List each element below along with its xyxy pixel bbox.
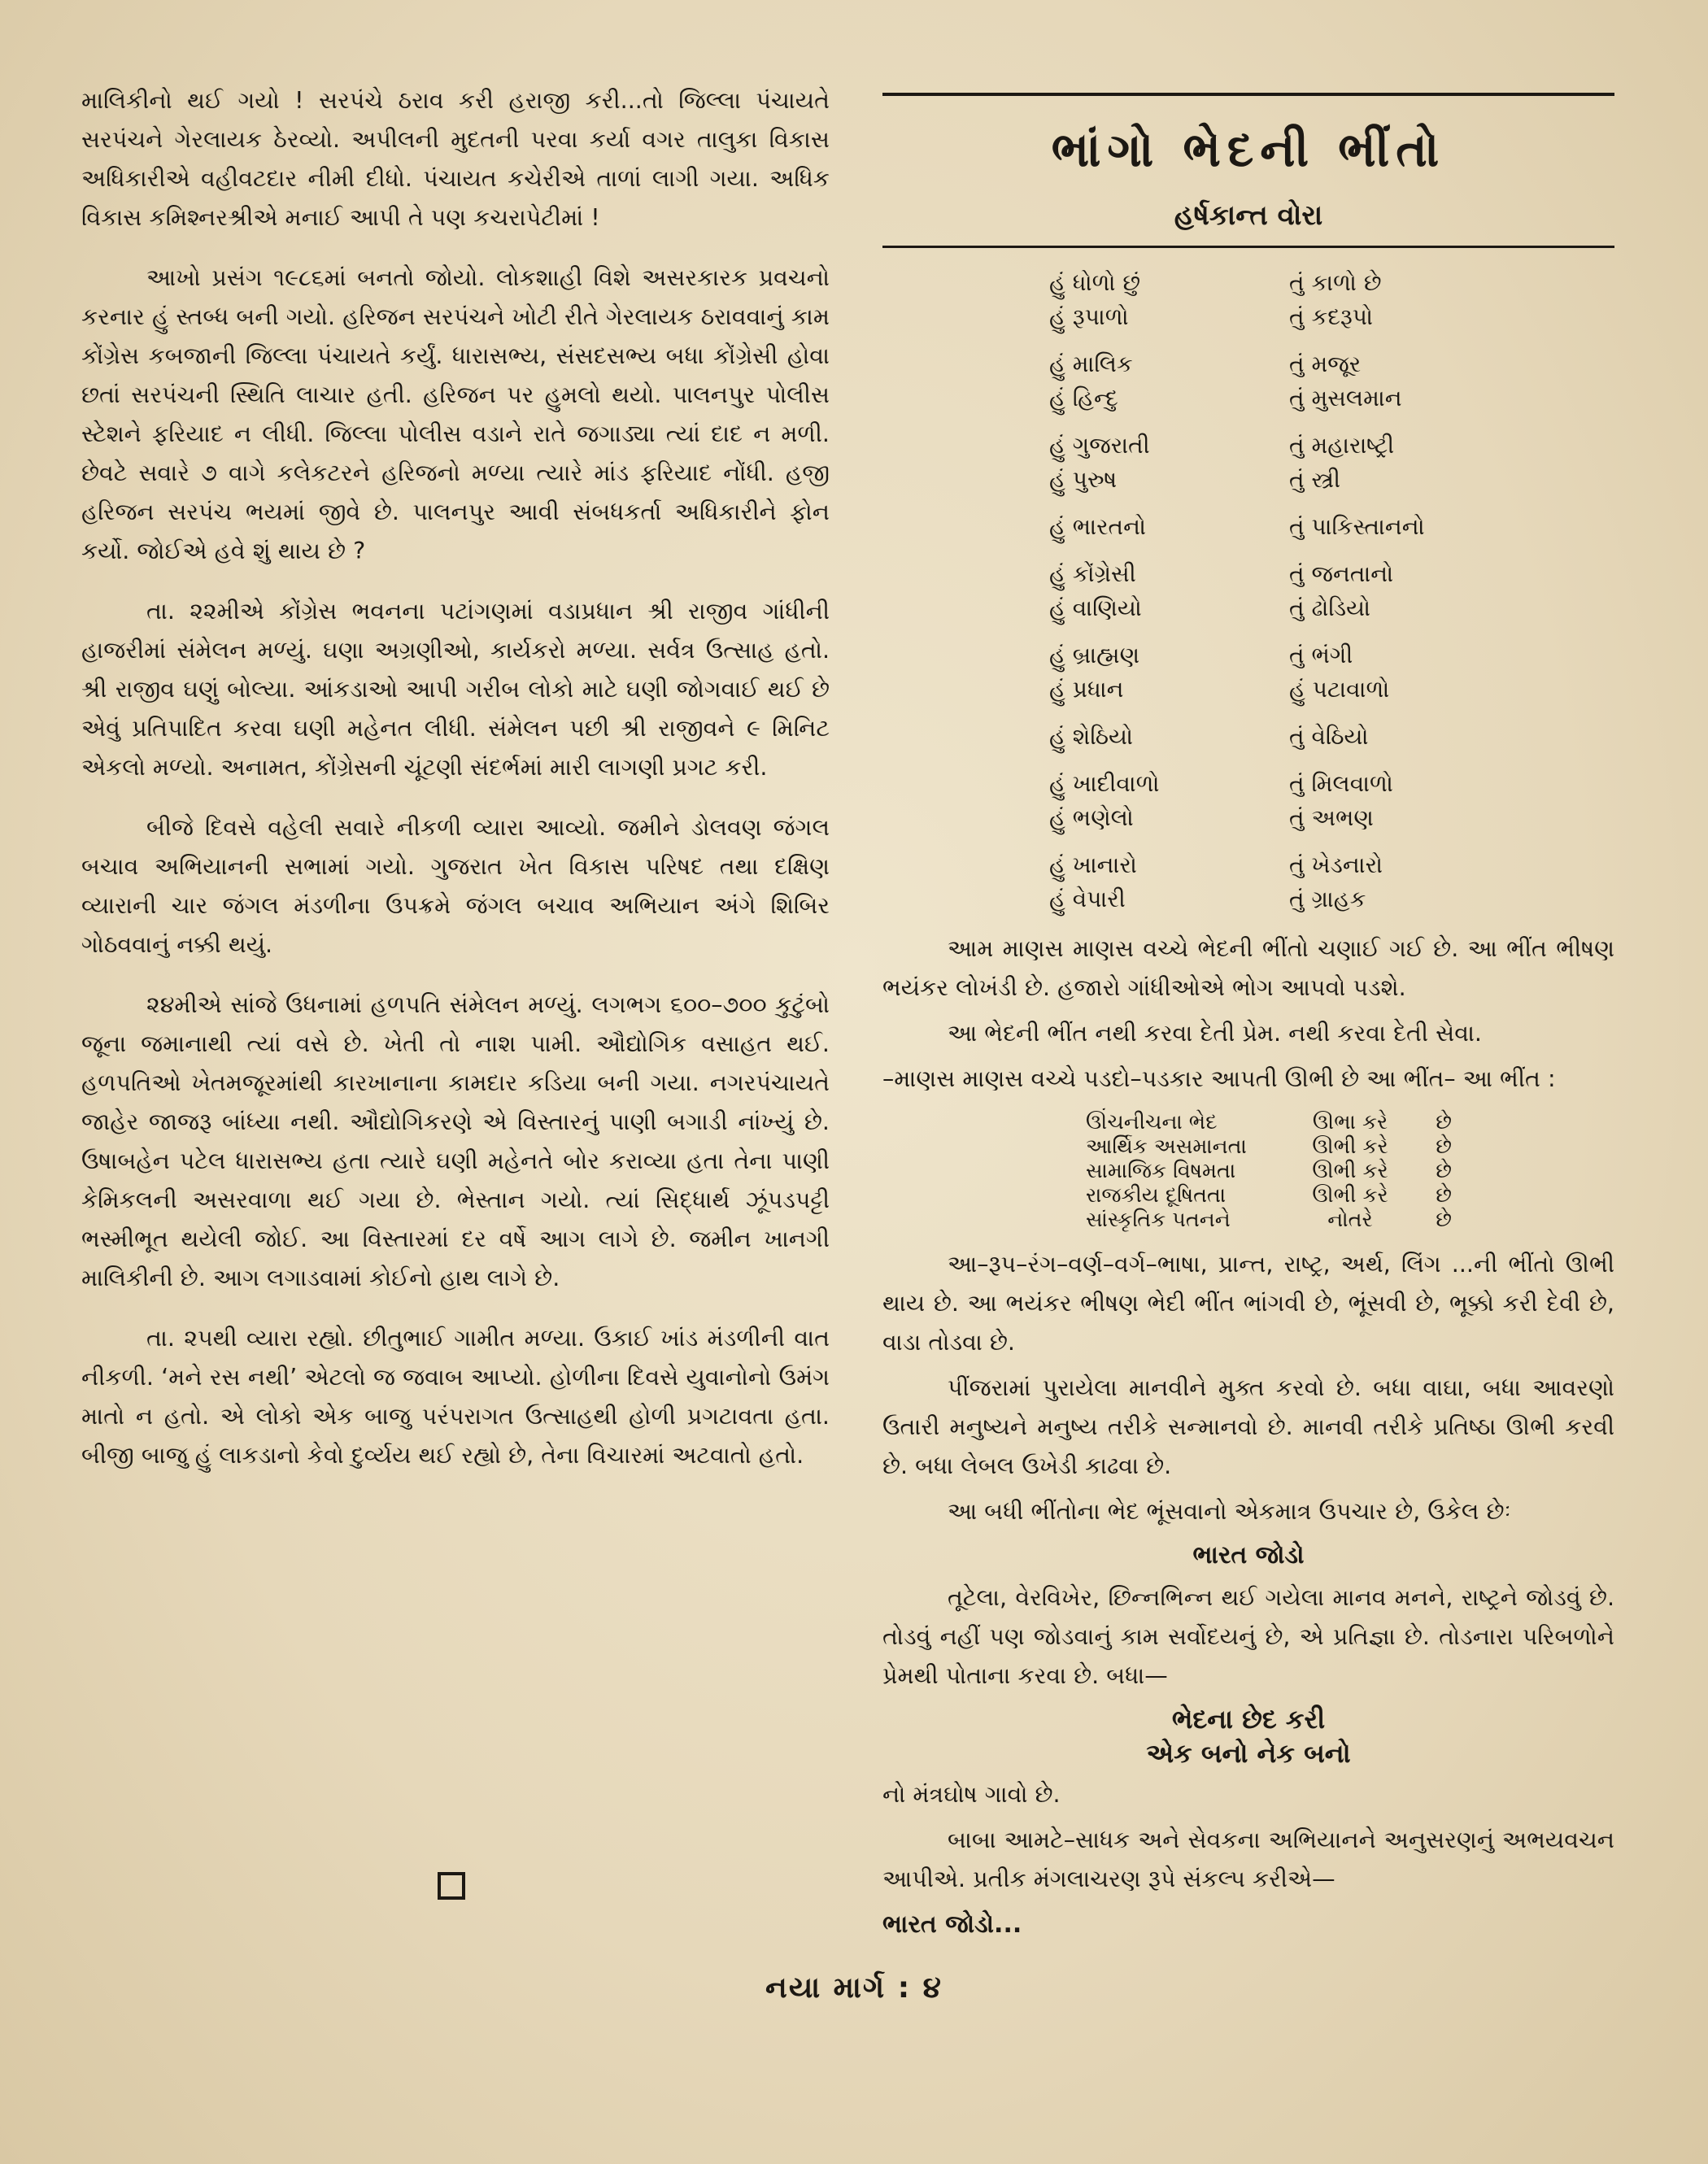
contrast-pair xyxy=(1049,767,1614,801)
pair-self: હું વેપારી xyxy=(1049,886,1126,912)
pair-self: હું પુરુષ xyxy=(1049,466,1118,493)
pair-other: તું અભણ xyxy=(1289,804,1374,831)
cause-part: છે xyxy=(1436,1110,1452,1134)
pair-self: હું ધોળો છું xyxy=(1049,269,1140,296)
pair-self: હું ખાદીવાળો xyxy=(1049,770,1160,797)
contrast-pair xyxy=(1049,510,1614,544)
cause-line xyxy=(1086,1208,1614,1232)
left-paragraph-2: આખો પ્રસંગ ૧૯૮૬માં બનતો જોયો. લોકશાહી વિશે અસરકારક પ્રવચનો કરનાર હું સ્તબ્ધ બની ગયો. હરિજન સરપંચને ખોટી રીતે ગેરલાયક ઠરાવવાનું કામ કોંગ્રેસ કબજાની જિલ્લા પંચાયતે કર્યું. ધારાસભ્ય, સંસદસભ્ય બધા કોંગ્રેસી હોવા છતાં સરપંચની સ્થિતિ લાચાર હતી. હરિજન પર હુમલો થયો. પાલનપુર પોલીસ સ્ટેશને ફરિયાદ ન લીધી. જિલ્લા પોલીસ વડાને રાતે જગાડ્યા ત્યાં દાદ ન મળી. છેવટે સવારે ૭ વાગે કલેકટરને હરિજનો મળ્યા ત્યારે માંડ ફરિયાદ નોંધી. હજી હરિજન સરપંચ ભયમાં જીવે છે. પાલનપુર આવી સંબધકર્તા અધિકારીને ફોન કર્યો. જોઈએ હવે શું થાય છે ? xyxy=(81,264,830,564)
title-bottom-rule xyxy=(882,246,1614,248)
contrast-pair xyxy=(1049,638,1614,673)
pair-self: હું કોંગ્રેસી xyxy=(1049,560,1136,587)
causes-list xyxy=(1086,1110,1614,1232)
cause-part: ઊભી કરે xyxy=(1312,1134,1388,1159)
article-paragraph-8: નો મંત્રઘોષ ગાવો છે. xyxy=(882,1781,1061,1808)
cause-part: ઊભી કરે xyxy=(1312,1183,1388,1208)
cause-part: ઊંચનીચના ભેદ xyxy=(1086,1110,1218,1134)
pair-other: તું મુસલમાન xyxy=(1289,385,1402,411)
pair-group xyxy=(1049,767,1614,835)
article-paragraph-4: આ–રૂપ–રંગ–વર્ણ–વર્ગ–ભાષા, પ્રાન્ત, રાષ્ટ્ર, અર્થ, લિંગ ...ની ભીંતો ઊભી થાય છે. આ ભયંકર ભીષણ ભેદી ભીંત ભાંગવી છે, ભૂંસવી છે, ભૂક્કો કરી દેવી છે, વાડા તોડવા છે. xyxy=(882,1251,1614,1356)
left-column xyxy=(81,81,830,1496)
contrast-pair xyxy=(1049,266,1614,300)
cause-line xyxy=(1086,1110,1614,1134)
cause-part: છે xyxy=(1436,1159,1452,1183)
cause-part: સાંસ્કૃતિક પતનને xyxy=(1086,1208,1231,1232)
pair-other: તું ગ્રાહક xyxy=(1289,886,1366,912)
pair-self: હું પ્રધાન xyxy=(1049,676,1124,703)
bharat-jodo-heading: ભારત જોડો xyxy=(1192,1541,1305,1570)
pair-self: હું ગુજરાતી xyxy=(1049,432,1150,459)
cause-line xyxy=(1086,1134,1614,1159)
cause-part: ઊભી કરે xyxy=(1312,1159,1388,1183)
pair-group xyxy=(1049,266,1614,334)
cause-part: છે xyxy=(1436,1134,1452,1159)
closing-line: ભારત જોડો... xyxy=(882,1910,1022,1939)
cause-part: આર્થિક અસમાનતા xyxy=(1086,1134,1247,1159)
pair-group xyxy=(1049,638,1614,707)
pair-self: હું વાણિયો xyxy=(1049,594,1142,621)
article-paragraph-2: આ ભેદની ભીંત નથી કરવા દેતી પ્રેમ. નથી કરવા દેતી સેવા. xyxy=(948,1020,1482,1047)
contrast-pairs-list xyxy=(1049,266,1614,917)
article-paragraph-6: આ બધી ભીંતોના ભેદ ભૂંસવાનો એકમાત્ર ઉપચાર છે, ઉકેલ છેઃ xyxy=(948,1498,1511,1525)
pair-self: હું માલિક xyxy=(1049,351,1133,377)
article-title: ભાંગો ભેદની ભીંતો xyxy=(1051,122,1446,177)
pair-group xyxy=(1049,429,1614,497)
contrast-pair xyxy=(1049,463,1614,497)
pair-other: હું પટાવાળો xyxy=(1289,676,1390,703)
left-paragraph-6: તા. ૨૫થી વ્યારા રહ્યો. છીતુભાઈ ગામીત મળ્યા. ઉકાઈ ખાંડ મંડળીની વાત નીકળી. ‘મને રસ નથી’ એટલો જ જવાબ આપ્યો. હોળીના દિવસે યુવાનોનો ઉમંગ માતો ન હતો. એ લોકો એક બાજુ પરંપરાગત ઉત્સાહથી હોળી પ્રગટાવતા હતા. બીજી બાજુ હું લાકડાનો કેવો દુર્વ્યય થઈ રહ્યો છે, તેના વિચારમાં અટવાતો હતો. xyxy=(81,1325,830,1469)
article-author: હર્ષકાન્ત વોરા xyxy=(1174,199,1323,232)
pair-self: હું બ્રાહ્મણ xyxy=(1049,642,1139,668)
contrast-pair xyxy=(1049,557,1614,591)
page-footer: નયા માર્ગ : ૪ xyxy=(765,1971,943,2005)
pair-other: તું મિલવાળો xyxy=(1289,770,1393,797)
pair-self: હું ભારતનો xyxy=(1049,513,1146,540)
pair-group xyxy=(1049,347,1614,416)
pair-other: તું સ્ત્રી xyxy=(1289,466,1341,493)
cause-line xyxy=(1086,1159,1614,1183)
article-paragraph-1: આમ માણસ માણસ વચ્ચે ભેદની ભીંતો ચણાઈ ગઈ છે. આ ભીંત ભીષણ ભયંકર લોખંડી છે. હજારો ગાંધીઓએ ભોગ આપવો પડશે. xyxy=(882,935,1614,1001)
contrast-pair xyxy=(1049,300,1614,334)
left-paragraph-1: માલિકીનો થઈ ગયો ! સરપંચે ઠરાવ કરી હરાજી કરી...તો જિલ્લા પંચાયતે સરપંચને ગેરલાયક ઠેરવ્યો. અપીલની મુદતની પરવા કર્યા વગર તાલુકા વિકાસ અધિકારીએ વહીવટદાર નીમી દીધો. પંચાયત કચેરીએ તાળાં લાગી ગયા. અધિક વિકાસ કમિશ્નરશ્રીએ મનાઈ આપી તે પણ કચરાપેટીમાં ! xyxy=(81,87,830,231)
pair-other: તું જનતાનો xyxy=(1289,560,1394,587)
pair-other: તું મજૂર xyxy=(1289,351,1362,377)
pair-other: તું કાળો છે xyxy=(1289,269,1382,296)
article-body xyxy=(882,930,1614,1944)
title-top-rule xyxy=(882,93,1614,96)
pair-group xyxy=(1049,720,1614,754)
left-paragraph-4: બીજે દિવસે વહેલી સવારે નીકળી વ્યારા આવ્યો. જમીને ડોલવણ જંગલ બચાવ અભિયાનની સભામાં ગયો. ગુજરાત ખેત વિકાસ પરિષદ તથા દક્ષિણ વ્યારાની ચાર જંગલ મંડળીના ઉપક્રમે જંગલ બચાવ અભિયાન અંગે શિબિર ગોઠવવાનું નક્કી થયું. xyxy=(81,814,830,958)
contrast-pair xyxy=(1049,673,1614,707)
pair-self: હું હિન્દુ xyxy=(1049,385,1118,411)
slogan-line-1: ભેદના છેદ કરી xyxy=(1171,1704,1326,1735)
pair-other: તું ખેડનારો xyxy=(1289,851,1383,878)
left-paragraph-3: તા. ૨૨મીએ કોંગ્રેસ ભવનના પટાંગણમાં વડાપ્રધાન શ્રી રાજીવ ગાંધીની હાજરીમાં સંમેલન મળ્યું. ઘણા અગ્રણીઓ, કાર્યકરો મળ્યા. સર્વત્ર ઉત્સાહ હતો. શ્રી રાજીવ ઘણું બોલ્યા. આંકડાઓ આપી ગરીબ લોકો માટે ઘણી જોગવાઈ થઈ છે એવું પ્રતિપાદિત કરવા ઘણી મહેનત લીધી. સંમેલન પછી શ્રી રાજીવને ૯ મિનિટ એકલો મળ્યો. અનામત, કોંગ્રેસની ચૂંટણી સંદર્ભમાં મારી લાગણી પ્રગટ કરી. xyxy=(81,598,830,781)
cause-part: નોતરે xyxy=(1327,1208,1373,1232)
pair-group xyxy=(1049,848,1614,917)
article-column xyxy=(882,81,1614,1944)
end-of-article-box xyxy=(438,1872,465,1900)
pair-group xyxy=(1049,510,1614,544)
contrast-pair xyxy=(1049,381,1614,416)
cause-line xyxy=(1086,1183,1614,1208)
left-paragraph-5: ૨૪મીએ સાંજે ઉધનામાં હળપતિ સંમેલન મળ્યું. લગભગ ૬૦૦–૭૦૦ કુટુંબો જૂના જમાનાથી ત્યાં વસે છે. ખેતી તો નાશ પામી. ઔદ્યોગિક વસાહત થઈ. હળપતિઓ ખેતમજૂરમાંથી કારખાનાના કામદાર કડિયા બની ગયા. નગરપંચાયતે જાહેર જાજરૂ બાંધ્યા નથી. ઔદ્યોગિકરણે એ વિસ્તારનું પાણી બગાડી નાંખ્યું છે. ઉષાબહેન પટેલ ધારાસભ્ય હતા ત્યારે ઘણી મહેનતે બોર કરાવ્યા હતા તેના પાણી કેમિકલની અસરવાળા થઈ ગયા છે. ભેસ્તાન ગયો. ત્યાં સિદ્ધાર્થ ઝૂંપડપટ્ટી ભસ્મીભૂત થયેલી જોઈ. આ વિસ્તારમાં દર વર્ષે આગ લાગે છે. જમીન ખાનગી માલિકીની છે. આગ લગાડવામાં કોઈનો હાથ લાગે છે. xyxy=(81,991,830,1291)
cause-part: ઊભા કરે xyxy=(1312,1110,1388,1134)
contrast-pair xyxy=(1049,347,1614,381)
pair-other: તું ભંગી xyxy=(1289,642,1353,668)
pair-other: તું મહારાષ્ટ્રી xyxy=(1289,432,1395,459)
contrast-pair xyxy=(1049,848,1614,882)
pair-self: હું ખાનારો xyxy=(1049,851,1137,878)
pair-self: હું રૂપાળો xyxy=(1049,303,1129,330)
contrast-pair xyxy=(1049,801,1614,835)
pair-self: હું શેઠિયો xyxy=(1049,723,1133,750)
article-paragraph-5: પીંજરામાં પુરાયેલા માનવીને મુક્ત કરવો છે. બધા વાઘા, બધા આવરણો ઉતારી મનુષ્યને મનુષ્ય તરીકે સન્માનવો છે. માનવી તરીકે પ્રતિષ્ઠા ઊભી કરવી છે. બધા લેબલ ઉખેડી કાઢવા છે. xyxy=(882,1374,1614,1479)
contrast-pair xyxy=(1049,429,1614,463)
pair-other: તું પાકિસ્તાનનો xyxy=(1289,513,1425,540)
cause-part: છે xyxy=(1436,1208,1452,1232)
pair-group xyxy=(1049,557,1614,625)
pair-other: તું ઢોડિયો xyxy=(1289,594,1371,621)
pair-other: તું વેઠિયો xyxy=(1289,723,1369,750)
pair-self: હું ભણેલો xyxy=(1049,804,1134,831)
article-paragraph-3: –માણસ માણસ વચ્ચે પડદો–પડકાર આપતી ઊભી છે આ ભીંત– આ ભીંત : xyxy=(882,1065,1556,1092)
slogan-line-2: એક બનો નેક બનો xyxy=(1146,1738,1351,1769)
contrast-pair xyxy=(1049,720,1614,754)
slogan xyxy=(882,1702,1614,1770)
article-paragraph-7: તૂટેલા, વેરવિખેર, છિન્નભિન્ન થઈ ગયેલા માનવ મનને, રાષ્ટ્રને જોડવું છે. તોડવું નહીં પણ જોડવાનું કામ સર્વોદયનું છે, એ પ્રતિજ્ઞા છે. તોડનારા પરિબળોને પ્રેમથી પોતાના કરવા છે. બધા— xyxy=(882,1584,1614,1689)
contrast-pair xyxy=(1049,882,1614,917)
contrast-pair xyxy=(1049,591,1614,625)
cause-part: રાજકીય દૂષિતતા xyxy=(1086,1183,1227,1208)
cause-part: સામાજિક વિષમતા xyxy=(1086,1159,1236,1183)
pair-other: તું કદરૂપો xyxy=(1289,303,1373,330)
article-paragraph-9: બાબા આમટે–સાધક અને સેવકના અભિયાનને અનુસરણનું અભયવચન આપીએ. પ્રતીક મંગલાચરણ રૂપે સંકલ્પ કરીએ— xyxy=(882,1827,1614,1892)
cause-part: છે xyxy=(1436,1183,1452,1208)
